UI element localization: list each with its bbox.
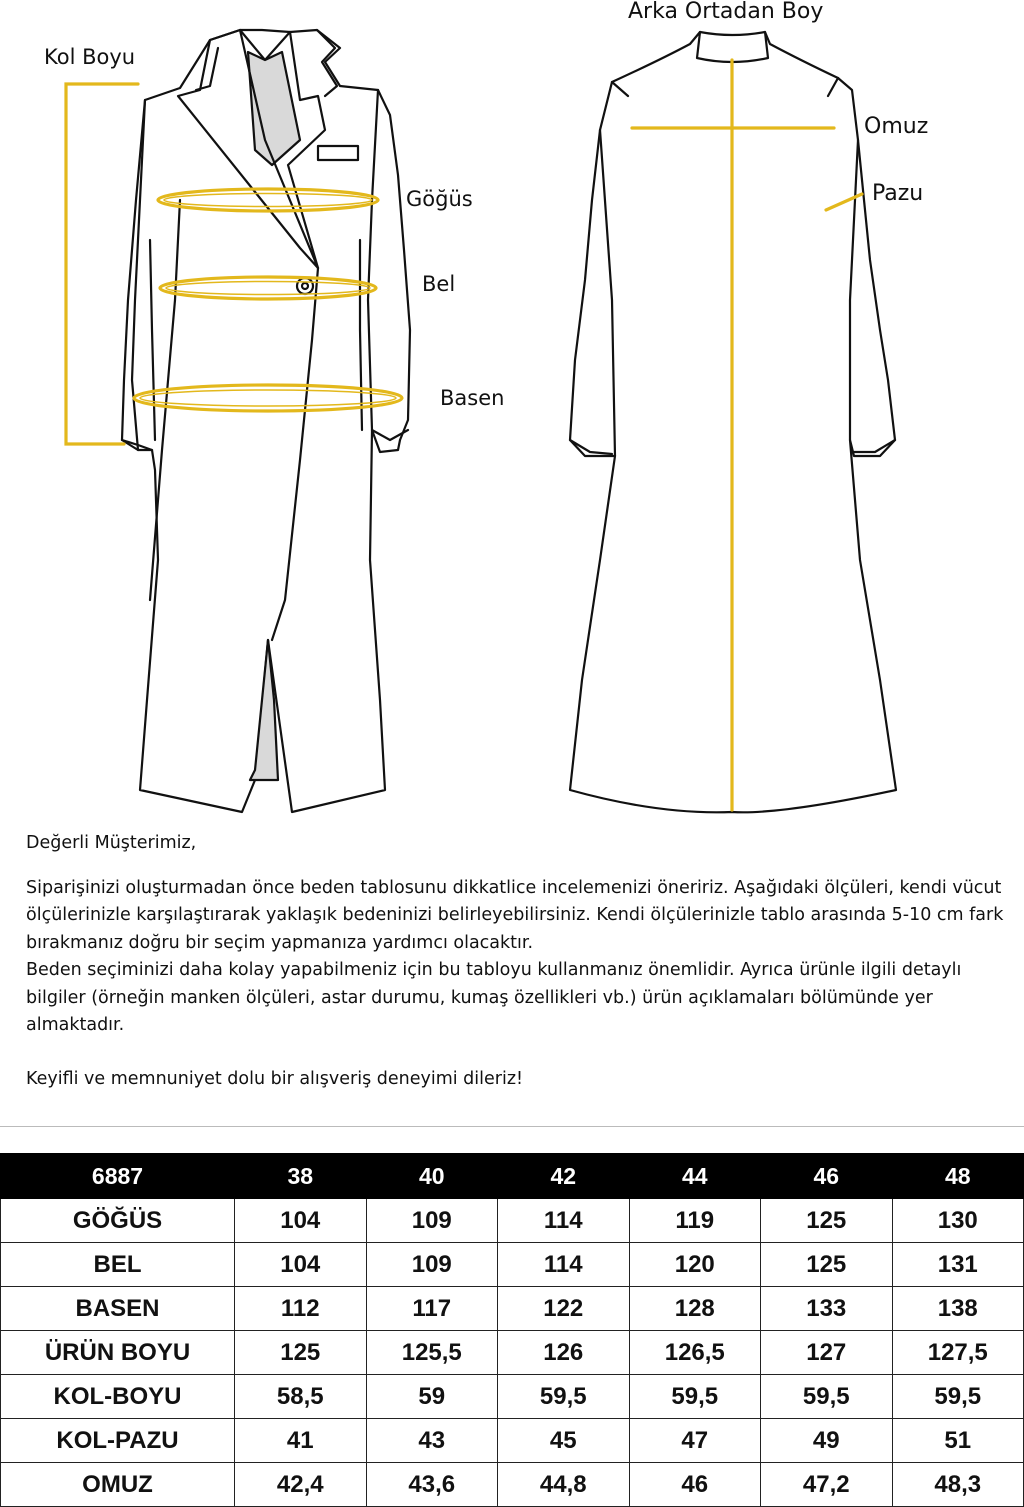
label-gogus: Göğüs bbox=[406, 187, 473, 211]
notice-closing: Keyifli ve memnuniyet dolu bir alışveriş deneyimi dileriz! bbox=[26, 1068, 524, 1089]
table-header-row bbox=[1, 1154, 1024, 1199]
measurement-cell: 127,5 bbox=[892, 1331, 1024, 1375]
table-row bbox=[1, 1375, 1024, 1419]
header-size-38: 38 bbox=[235, 1154, 367, 1199]
table-body bbox=[1, 1199, 1024, 1507]
label-bel: Bel bbox=[422, 272, 456, 296]
size-chart-table bbox=[0, 1153, 1024, 1507]
table-row bbox=[1, 1243, 1024, 1287]
measurement-cell: 133 bbox=[761, 1287, 893, 1331]
measurement-cell: 109 bbox=[366, 1199, 498, 1243]
label-omuz: Omuz bbox=[864, 114, 929, 139]
front-lining bbox=[248, 52, 300, 165]
measurement-cell: 114 bbox=[498, 1199, 630, 1243]
measurement-cell: 122 bbox=[498, 1287, 630, 1331]
measurement-cell: 49 bbox=[761, 1419, 893, 1463]
front-overlap-edge bbox=[272, 268, 318, 640]
coat-button bbox=[297, 278, 313, 294]
measurement-cell: 109 bbox=[366, 1243, 498, 1287]
row-label-cell: ÜRÜN BOYU bbox=[1, 1331, 235, 1375]
notice-paragraph-1: Siparişinizi oluşturmadan önce beden tablosunu dikkatlice incelemenizi öneririz. Aşağıdaki ölçüleri, kendi vücut ölçülerinizle karşılaştırarak yaklaşık bedeninizi belirleyebilirsiniz. Kendi ölçülerinizle tablo arasında 5-10 cm fark bırakmanız doğru bir seçim yapmanıza yardımcı olacaktır. bbox=[26, 877, 1004, 953]
breast-pocket bbox=[318, 146, 358, 160]
measurement-cell: 59 bbox=[366, 1375, 498, 1419]
notice-greeting: Değerli Müşterimiz, bbox=[26, 833, 197, 853]
header-model-code: 6887 bbox=[1, 1154, 235, 1199]
row-label-cell: KOL-PAZU bbox=[1, 1419, 235, 1463]
measurement-cell: 48,3 bbox=[892, 1463, 1024, 1507]
measurement-cell: 114 bbox=[498, 1243, 630, 1287]
measurement-cell: 59,5 bbox=[629, 1375, 761, 1419]
front-lining-bottom bbox=[250, 640, 278, 780]
measurement-cell: 125 bbox=[761, 1243, 893, 1287]
measurement-cell: 41 bbox=[235, 1419, 367, 1463]
back-left-sleeve bbox=[600, 130, 615, 456]
table-row bbox=[1, 1199, 1024, 1243]
row-label-cell: OMUZ bbox=[1, 1463, 235, 1507]
table-row bbox=[1, 1331, 1024, 1375]
label-kol-boyu: Kol Boyu bbox=[44, 45, 136, 69]
measurement-cell: 58,5 bbox=[235, 1375, 367, 1419]
measurement-cell: 59,5 bbox=[761, 1375, 893, 1419]
table-row bbox=[1, 1287, 1024, 1331]
table-row bbox=[1, 1419, 1024, 1463]
measurement-cell: 46 bbox=[629, 1463, 761, 1507]
header-size-42: 42 bbox=[498, 1154, 630, 1199]
measurement-cell: 43 bbox=[366, 1419, 498, 1463]
header-size-46: 46 bbox=[761, 1154, 893, 1199]
label-arka-ortadan-boy: Arka Ortadan Boy bbox=[628, 0, 824, 24]
measurement-cell: 45 bbox=[498, 1419, 630, 1463]
measurement-cell: 127 bbox=[761, 1331, 893, 1375]
measurement-cell: 125,5 bbox=[366, 1331, 498, 1375]
back-right-sleeve bbox=[850, 140, 858, 440]
header-size-48: 48 bbox=[892, 1154, 1024, 1199]
row-label-cell: BEL bbox=[1, 1243, 235, 1287]
pazu-line bbox=[826, 194, 862, 210]
notice-paragraph-2: Beden seçiminizi daha kolay yapabilmeniz için bu tabloyu kullanmanız önemlidir. Ayrıca ürünle ilgili detaylı bilgiler (örneğin manken ölçüleri, astar durumu, kumaş özellikleri vb.) ürün açıklamaları bölümünde yer almaktadır. bbox=[26, 960, 962, 1035]
measurement-cell: 119 bbox=[629, 1199, 761, 1243]
measurement-cell: 47 bbox=[629, 1419, 761, 1463]
coat-front-view bbox=[122, 30, 410, 812]
measurement-cell: 130 bbox=[892, 1199, 1024, 1243]
measurement-cell: 126,5 bbox=[629, 1331, 761, 1375]
measurement-cell: 51 bbox=[892, 1419, 1024, 1463]
measurement-cell: 120 bbox=[629, 1243, 761, 1287]
left-lapel bbox=[178, 30, 318, 268]
back-collar bbox=[697, 32, 768, 62]
measurement-cell: 43,6 bbox=[366, 1463, 498, 1507]
measurement-cell: 128 bbox=[629, 1287, 761, 1331]
row-label-cell: GÖĞÜS bbox=[1, 1199, 235, 1243]
row-label-cell: KOL-BOYU bbox=[1, 1375, 235, 1419]
measurement-cell: 47,2 bbox=[761, 1463, 893, 1507]
header-size-44: 44 bbox=[629, 1154, 761, 1199]
row-label-cell: BASEN bbox=[1, 1287, 235, 1331]
kol-boyu-bracket bbox=[66, 84, 138, 444]
measurement-cell: 117 bbox=[366, 1287, 498, 1331]
customer-notice bbox=[26, 830, 1006, 1093]
right-lapel bbox=[288, 32, 325, 268]
measurement-cell: 131 bbox=[892, 1243, 1024, 1287]
measurement-cell: 59,5 bbox=[892, 1375, 1024, 1419]
measurement-cell: 125 bbox=[235, 1331, 367, 1375]
measurement-cell: 44,8 bbox=[498, 1463, 630, 1507]
label-pazu: Pazu bbox=[872, 181, 924, 206]
measurement-cell: 42,4 bbox=[235, 1463, 367, 1507]
measurement-cell: 138 bbox=[892, 1287, 1024, 1331]
measurement-cell: 125 bbox=[761, 1199, 893, 1243]
right-sleeve bbox=[360, 90, 378, 430]
bel-ellipse bbox=[160, 277, 376, 299]
label-basen: Basen bbox=[440, 386, 505, 410]
divider bbox=[0, 1126, 1024, 1127]
measurement-cell: 59,5 bbox=[498, 1375, 630, 1419]
measurement-cell: 104 bbox=[235, 1243, 367, 1287]
measurement-cell: 104 bbox=[235, 1199, 367, 1243]
measurement-cell: 112 bbox=[235, 1287, 367, 1331]
measurement-cell: 126 bbox=[498, 1331, 630, 1375]
header-size-40: 40 bbox=[366, 1154, 498, 1199]
